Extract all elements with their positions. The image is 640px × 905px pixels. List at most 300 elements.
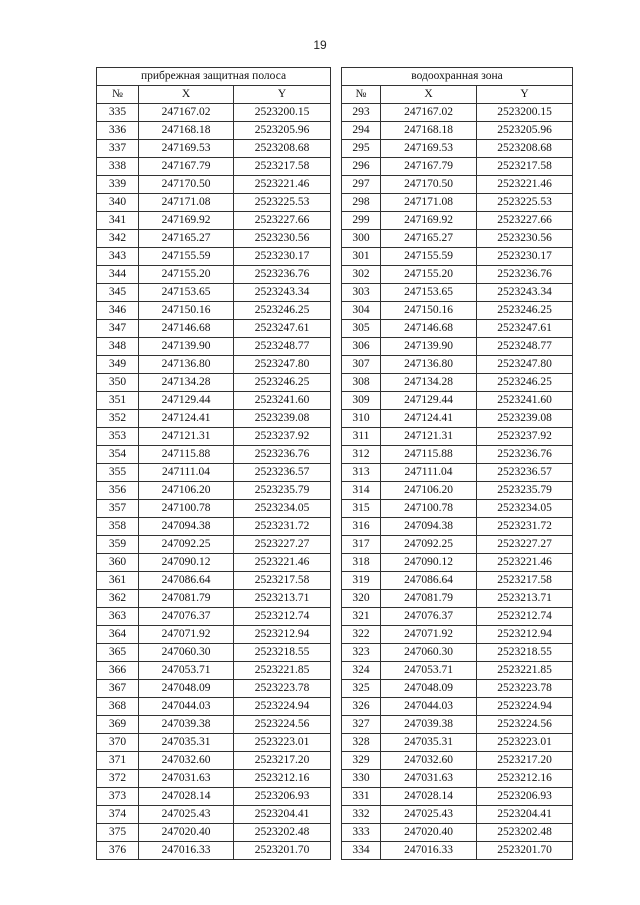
x-coordinate-cell: 247111.04 [139,464,234,482]
table-row [342,356,573,374]
x-coordinate-cell: 247139.90 [139,338,234,356]
y-coordinate-cell: 2523243.34 [477,284,573,302]
point-number-cell: 366 [97,662,139,680]
x-coordinate-cell: 247028.14 [139,788,234,806]
point-number-cell: 326 [342,698,381,716]
table-row [342,770,573,788]
table-row [97,428,331,446]
x-coordinate-cell: 247136.80 [139,356,234,374]
table-row [342,392,573,410]
point-number-cell: 345 [97,284,139,302]
y-coordinate-cell: 2523201.70 [477,842,573,860]
table-row [97,392,331,410]
x-coordinate-cell: 247111.04 [381,464,477,482]
table-row [97,482,331,500]
column-header-x: X [139,86,234,104]
y-coordinate-cell: 2523205.96 [234,122,331,140]
table-row [97,608,331,626]
y-coordinate-cell: 2523227.27 [234,536,331,554]
x-coordinate-cell: 247169.92 [139,212,234,230]
point-number-cell: 315 [342,500,381,518]
x-coordinate-cell: 247039.38 [381,716,477,734]
point-number-cell: 324 [342,662,381,680]
x-coordinate-cell: 247060.30 [381,644,477,662]
y-coordinate-cell: 2523241.60 [477,392,573,410]
point-number-cell: 331 [342,788,381,806]
x-coordinate-cell: 247053.71 [139,662,234,680]
point-number-cell: 344 [97,266,139,284]
table-row [97,122,331,140]
x-coordinate-cell: 247153.65 [139,284,234,302]
table-row [342,158,573,176]
y-coordinate-cell: 2523248.77 [234,338,331,356]
y-coordinate-cell: 2523217.58 [234,572,331,590]
x-coordinate-cell: 247086.64 [139,572,234,590]
table-title: прибрежная защитная полоса [97,68,331,86]
point-number-cell: 297 [342,176,381,194]
y-coordinate-cell: 2523236.76 [234,446,331,464]
table-body [97,104,331,860]
point-number-cell: 303 [342,284,381,302]
table-row [97,248,331,266]
x-coordinate-cell: 247165.27 [381,230,477,248]
table-row [342,176,573,194]
table-row [342,338,573,356]
x-coordinate-cell: 247025.43 [139,806,234,824]
table-row [342,446,573,464]
x-coordinate-cell: 247121.31 [381,428,477,446]
x-coordinate-cell: 247016.33 [381,842,477,860]
table-row [342,302,573,320]
column-header-number: № [97,86,139,104]
y-coordinate-cell: 2523227.27 [477,536,573,554]
y-coordinate-cell: 2523217.20 [477,752,573,770]
y-coordinate-cell: 2523230.56 [234,230,331,248]
coastal-protection-strip-table [96,67,331,860]
x-coordinate-cell: 247170.50 [139,176,234,194]
y-coordinate-cell: 2523236.76 [234,266,331,284]
x-coordinate-cell: 247167.02 [381,104,477,122]
y-coordinate-cell: 2523223.01 [234,734,331,752]
table-row [97,374,331,392]
table-row [342,752,573,770]
y-coordinate-cell: 2523223.78 [477,680,573,698]
y-coordinate-cell: 2523221.46 [234,554,331,572]
y-coordinate-cell: 2523227.66 [234,212,331,230]
y-coordinate-cell: 2523236.76 [477,266,573,284]
y-coordinate-cell: 2523236.57 [477,464,573,482]
table-row [342,698,573,716]
point-number-cell: 343 [97,248,139,266]
point-number-cell: 335 [97,104,139,122]
y-coordinate-cell: 2523241.60 [234,392,331,410]
point-number-cell: 321 [342,608,381,626]
table-row [342,500,573,518]
point-number-cell: 356 [97,482,139,500]
y-coordinate-cell: 2523212.16 [477,770,573,788]
y-coordinate-cell: 2523224.56 [234,716,331,734]
point-number-cell: 370 [97,734,139,752]
table-row [97,176,331,194]
x-coordinate-cell: 247092.25 [381,536,477,554]
x-coordinate-cell: 247169.53 [381,140,477,158]
point-number-cell: 359 [97,536,139,554]
table-row [97,212,331,230]
point-number-cell: 306 [342,338,381,356]
y-coordinate-cell: 2523224.94 [477,698,573,716]
y-coordinate-cell: 2523243.34 [234,284,331,302]
table-row [342,824,573,842]
table-row [342,284,573,302]
x-coordinate-cell: 247094.38 [139,518,234,536]
x-coordinate-cell: 247071.92 [381,626,477,644]
y-coordinate-cell: 2523247.80 [234,356,331,374]
y-coordinate-cell: 2523212.94 [477,626,573,644]
y-coordinate-cell: 2523212.16 [234,770,331,788]
point-number-cell: 330 [342,770,381,788]
y-coordinate-cell: 2523212.74 [477,608,573,626]
y-coordinate-cell: 2523223.01 [477,734,573,752]
table-row [97,338,331,356]
y-coordinate-cell: 2523239.08 [477,410,573,428]
table-row [97,590,331,608]
x-coordinate-cell: 247146.68 [139,320,234,338]
x-coordinate-cell: 247094.38 [381,518,477,536]
point-number-cell: 319 [342,572,381,590]
x-coordinate-cell: 247044.03 [139,698,234,716]
point-number-cell: 349 [97,356,139,374]
x-coordinate-cell: 247136.80 [381,356,477,374]
table-row [342,428,573,446]
y-coordinate-cell: 2523221.85 [477,662,573,680]
table-row [97,806,331,824]
x-coordinate-cell: 247032.60 [381,752,477,770]
point-number-cell: 358 [97,518,139,536]
x-coordinate-cell: 247167.79 [139,158,234,176]
x-coordinate-cell: 247169.92 [381,212,477,230]
y-coordinate-cell: 2523217.58 [477,158,573,176]
table-row [342,374,573,392]
point-number-cell: 293 [342,104,381,122]
point-number-cell: 304 [342,302,381,320]
x-coordinate-cell: 247155.59 [381,248,477,266]
x-coordinate-cell: 247100.78 [381,500,477,518]
x-coordinate-cell: 247016.33 [139,842,234,860]
y-coordinate-cell: 2523236.76 [477,446,573,464]
y-coordinate-cell: 2523202.48 [477,824,573,842]
y-coordinate-cell: 2523213.71 [234,590,331,608]
table-row [97,626,331,644]
point-number-cell: 320 [342,590,381,608]
x-coordinate-cell: 247048.09 [139,680,234,698]
point-number-cell: 371 [97,752,139,770]
point-number-cell: 334 [342,842,381,860]
point-number-cell: 355 [97,464,139,482]
table-row [342,644,573,662]
y-coordinate-cell: 2523234.05 [477,500,573,518]
x-coordinate-cell: 247076.37 [139,608,234,626]
table-row [342,734,573,752]
x-coordinate-cell: 247048.09 [381,680,477,698]
table-row [342,230,573,248]
point-number-cell: 314 [342,482,381,500]
point-number-cell: 312 [342,446,381,464]
column-header-y: Y [234,86,331,104]
table-row [342,716,573,734]
table-row [342,104,573,122]
table-row [342,536,573,554]
table-row [97,572,331,590]
table-row [97,662,331,680]
y-coordinate-cell: 2523208.68 [477,140,573,158]
point-number-cell: 363 [97,608,139,626]
point-number-cell: 298 [342,194,381,212]
y-coordinate-cell: 2523246.25 [477,374,573,392]
y-coordinate-cell: 2523223.78 [234,680,331,698]
x-coordinate-cell: 247035.31 [139,734,234,752]
table-row [97,284,331,302]
point-number-cell: 336 [97,122,139,140]
point-number-cell: 328 [342,734,381,752]
y-coordinate-cell: 2523246.25 [234,374,331,392]
table-row [97,158,331,176]
x-coordinate-cell: 247150.16 [381,302,477,320]
table-row [342,248,573,266]
x-coordinate-cell: 247020.40 [139,824,234,842]
point-number-cell: 310 [342,410,381,428]
x-coordinate-cell: 247031.63 [381,770,477,788]
point-number-cell: 367 [97,680,139,698]
x-coordinate-cell: 247090.12 [139,554,234,572]
table-row [97,734,331,752]
x-coordinate-cell: 247081.79 [381,590,477,608]
table-row [97,500,331,518]
x-coordinate-cell: 247124.41 [139,410,234,428]
table-row [342,194,573,212]
x-coordinate-cell: 247155.59 [139,248,234,266]
table-row [342,590,573,608]
point-number-cell: 342 [97,230,139,248]
column-header-x: X [381,86,477,104]
y-coordinate-cell: 2523237.92 [477,428,573,446]
water-protection-zone-table [341,67,573,860]
point-number-cell: 337 [97,140,139,158]
point-number-cell: 375 [97,824,139,842]
point-number-cell: 339 [97,176,139,194]
table-row [97,752,331,770]
y-coordinate-cell: 2523246.25 [234,302,331,320]
y-coordinate-cell: 2523202.48 [234,824,331,842]
point-number-cell: 300 [342,230,381,248]
x-coordinate-cell: 247167.02 [139,104,234,122]
table-row [97,518,331,536]
y-coordinate-cell: 2523201.70 [234,842,331,860]
point-number-cell: 316 [342,518,381,536]
x-coordinate-cell: 247081.79 [139,590,234,608]
point-number-cell: 351 [97,392,139,410]
point-number-cell: 373 [97,788,139,806]
point-number-cell: 323 [342,644,381,662]
table-row [97,824,331,842]
y-coordinate-cell: 2523239.08 [234,410,331,428]
point-number-cell: 365 [97,644,139,662]
table-row [342,212,573,230]
table-row [342,266,573,284]
point-number-cell: 318 [342,554,381,572]
x-coordinate-cell: 247100.78 [139,500,234,518]
y-coordinate-cell: 2523227.66 [477,212,573,230]
point-number-cell: 294 [342,122,381,140]
table-row [97,230,331,248]
x-coordinate-cell: 247044.03 [381,698,477,716]
table-row [97,842,331,860]
x-coordinate-cell: 247155.20 [381,266,477,284]
table-row [97,446,331,464]
point-number-cell: 322 [342,626,381,644]
table-row [97,680,331,698]
table-row [97,464,331,482]
x-coordinate-cell: 247076.37 [381,608,477,626]
table-row [342,554,573,572]
point-number-cell: 309 [342,392,381,410]
y-coordinate-cell: 2523230.56 [477,230,573,248]
y-coordinate-cell: 2523231.72 [477,518,573,536]
x-coordinate-cell: 247155.20 [139,266,234,284]
y-coordinate-cell: 2523247.61 [477,320,573,338]
y-coordinate-cell: 2523221.46 [477,554,573,572]
coordinate-tables [96,67,572,856]
x-coordinate-cell: 247153.65 [381,284,477,302]
point-number-cell: 364 [97,626,139,644]
y-coordinate-cell: 2523200.15 [477,104,573,122]
x-coordinate-cell: 247025.43 [381,806,477,824]
x-coordinate-cell: 247124.41 [381,410,477,428]
x-coordinate-cell: 247171.08 [381,194,477,212]
x-coordinate-cell: 247165.27 [139,230,234,248]
table-row [97,554,331,572]
x-coordinate-cell: 247060.30 [139,644,234,662]
table-row [342,320,573,338]
point-number-cell: 301 [342,248,381,266]
point-number-cell: 296 [342,158,381,176]
point-number-cell: 299 [342,212,381,230]
point-number-cell: 302 [342,266,381,284]
x-coordinate-cell: 247170.50 [381,176,477,194]
point-number-cell: 340 [97,194,139,212]
y-coordinate-cell: 2523204.41 [234,806,331,824]
point-number-cell: 332 [342,806,381,824]
table-row [342,410,573,428]
x-coordinate-cell: 247115.88 [381,446,477,464]
point-number-cell: 333 [342,824,381,842]
y-coordinate-cell: 2523217.58 [477,572,573,590]
y-coordinate-cell: 2523236.57 [234,464,331,482]
table-row [342,842,573,860]
table-body [342,104,573,860]
y-coordinate-cell: 2523213.71 [477,590,573,608]
y-coordinate-cell: 2523205.96 [477,122,573,140]
y-coordinate-cell: 2523206.93 [234,788,331,806]
point-number-cell: 348 [97,338,139,356]
point-number-cell: 361 [97,572,139,590]
point-number-cell: 317 [342,536,381,554]
point-number-cell: 357 [97,500,139,518]
y-coordinate-cell: 2523206.93 [477,788,573,806]
x-coordinate-cell: 247146.68 [381,320,477,338]
point-number-cell: 372 [97,770,139,788]
table-row [97,410,331,428]
x-coordinate-cell: 247092.25 [139,536,234,554]
y-coordinate-cell: 2523224.56 [477,716,573,734]
table-row [342,140,573,158]
column-header-y: Y [477,86,573,104]
point-number-cell: 295 [342,140,381,158]
point-number-cell: 346 [97,302,139,320]
point-number-cell: 327 [342,716,381,734]
x-coordinate-cell: 247028.14 [381,788,477,806]
x-coordinate-cell: 247106.20 [139,482,234,500]
point-number-cell: 376 [97,842,139,860]
point-number-cell: 341 [97,212,139,230]
y-coordinate-cell: 2523230.17 [477,248,573,266]
y-coordinate-cell: 2523230.17 [234,248,331,266]
y-coordinate-cell: 2523221.46 [477,176,573,194]
point-number-cell: 374 [97,806,139,824]
point-number-cell: 350 [97,374,139,392]
table-row [97,140,331,158]
point-number-cell: 369 [97,716,139,734]
y-coordinate-cell: 2523217.20 [234,752,331,770]
page-number: 19 [313,38,327,52]
point-number-cell: 305 [342,320,381,338]
table-row [97,788,331,806]
table-row [342,680,573,698]
point-number-cell: 362 [97,590,139,608]
x-coordinate-cell: 247039.38 [139,716,234,734]
y-coordinate-cell: 2523217.58 [234,158,331,176]
table-row [342,608,573,626]
point-number-cell: 360 [97,554,139,572]
table-row [342,662,573,680]
y-coordinate-cell: 2523212.74 [234,608,331,626]
point-number-cell: 307 [342,356,381,374]
table-row [97,644,331,662]
table-row [97,698,331,716]
y-coordinate-cell: 2523248.77 [477,338,573,356]
y-coordinate-cell: 2523218.55 [477,644,573,662]
table-row [97,716,331,734]
x-coordinate-cell: 247129.44 [381,392,477,410]
point-number-cell: 354 [97,446,139,464]
x-coordinate-cell: 247106.20 [381,482,477,500]
point-number-cell: 325 [342,680,381,698]
point-number-cell: 308 [342,374,381,392]
y-coordinate-cell: 2523200.15 [234,104,331,122]
y-coordinate-cell: 2523247.80 [477,356,573,374]
table-row [97,536,331,554]
point-number-cell: 353 [97,428,139,446]
table-row [342,122,573,140]
point-number-cell: 311 [342,428,381,446]
point-number-cell: 338 [97,158,139,176]
column-header-number: № [342,86,381,104]
y-coordinate-cell: 2523231.72 [234,518,331,536]
x-coordinate-cell: 247168.18 [139,122,234,140]
table-row [97,266,331,284]
x-coordinate-cell: 247121.31 [139,428,234,446]
x-coordinate-cell: 247129.44 [139,392,234,410]
x-coordinate-cell: 247031.63 [139,770,234,788]
